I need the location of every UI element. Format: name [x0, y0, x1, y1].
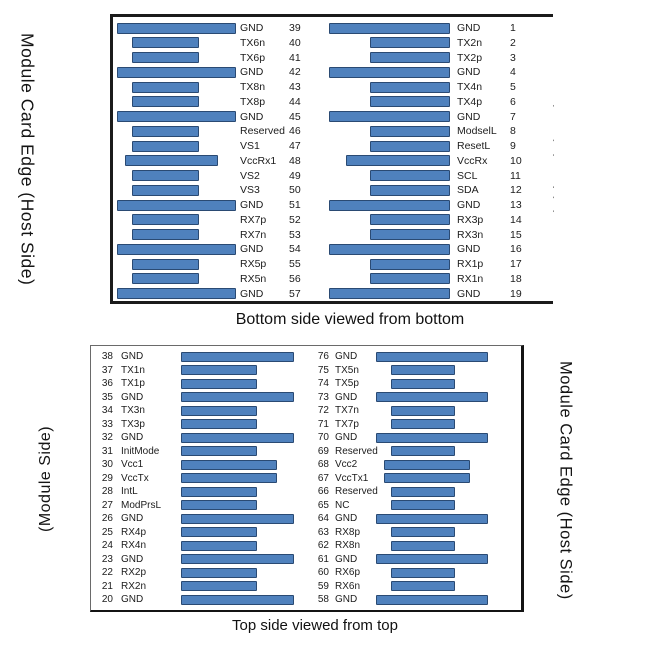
pin-number-label: 22 — [101, 567, 113, 578]
bottom-side-panel — [110, 14, 553, 304]
pin-number-label: 1 — [510, 22, 516, 34]
pin-name-label: GND — [335, 432, 358, 443]
pin-name-label: TX6p — [240, 51, 266, 64]
pin-pad-70 — [376, 433, 488, 443]
pin-pad-11 — [370, 170, 450, 181]
pin-name-label: RX2p — [121, 567, 147, 578]
pin-name-label: TX8p — [240, 95, 266, 108]
pin-number-label: 39 — [289, 22, 301, 34]
pin-number-label: 38 — [101, 351, 113, 362]
pin-number-label: 72 — [317, 405, 329, 416]
pin-number-label: 25 — [101, 526, 113, 538]
pin-name-label: Vcc1 — [121, 459, 144, 470]
pin-number-label: 55 — [289, 258, 301, 270]
pin-number-label: 20 — [101, 594, 113, 605]
pin-number-label: 61 — [317, 553, 329, 565]
pin-number-label: 9 — [510, 140, 516, 152]
pin-name-label: RX4n — [121, 540, 147, 551]
pin-name-label: VS2 — [240, 169, 260, 182]
pin-number-label: 40 — [289, 36, 301, 49]
pin-number-label: 60 — [317, 567, 329, 578]
pin-name-label: GND — [121, 351, 144, 362]
pin-number-label: 65 — [317, 499, 329, 511]
pin-pad-59 — [391, 581, 455, 591]
pin-row-68 — [91, 458, 521, 472]
pin-pad-15 — [370, 229, 450, 240]
pin-number-label: 11 — [510, 169, 521, 182]
pin-number-label: 46 — [289, 125, 301, 138]
pin-row-64 — [91, 512, 521, 526]
pin-number-label: 57 — [289, 287, 301, 300]
pin-number-label: 64 — [317, 513, 329, 524]
pin-name-label: TX1n — [121, 364, 145, 376]
pin-number-label: 28 — [101, 486, 113, 497]
pin-row-73 — [91, 391, 521, 405]
pin-name-label: SCL — [457, 169, 478, 182]
pin-row-2 — [113, 36, 553, 51]
pin-pad-10 — [346, 155, 450, 166]
pin-row-61 — [91, 553, 521, 567]
pin-row-1 — [113, 21, 553, 36]
pin-name-label: VccTx1 — [335, 472, 369, 484]
pin-number-label: 13 — [510, 199, 522, 211]
pin-row-11 — [113, 169, 553, 184]
pin-pad-13 — [329, 200, 450, 211]
pin-number-label: 51 — [289, 199, 301, 211]
pin-name-label: Vcc2 — [335, 459, 358, 470]
pin-number-label: 63 — [317, 526, 329, 538]
pin-column-76-58 — [91, 350, 521, 607]
pin-name-label: RX3n — [457, 228, 484, 241]
pin-pad-73 — [376, 392, 488, 402]
pin-row-66 — [91, 485, 521, 499]
pin-pad-7 — [329, 111, 450, 122]
pin-name-label: RX1p — [457, 258, 484, 270]
pin-name-label: GND — [121, 513, 144, 524]
pin-name-label: TX6n — [240, 36, 266, 49]
pin-row-67 — [91, 472, 521, 486]
pin-number-label: 54 — [289, 243, 301, 256]
pin-number-label: 52 — [289, 213, 301, 226]
pin-pad-62 — [391, 541, 455, 551]
pin-pad-17 — [370, 259, 450, 270]
pin-number-label: 53 — [289, 228, 301, 241]
pin-number-label: 26 — [101, 513, 113, 524]
pin-pad-74 — [391, 379, 455, 389]
pin-row-9 — [113, 139, 553, 154]
pin-pad-8 — [370, 126, 450, 137]
pin-pad-5 — [370, 82, 450, 93]
pin-name-label: RX7n — [240, 228, 267, 241]
pin-name-label: RX4p — [121, 526, 147, 538]
pin-row-74 — [91, 377, 521, 391]
pin-name-label: RX8p — [335, 526, 361, 538]
pin-name-label: RX7p — [240, 213, 267, 226]
pin-pad-63 — [391, 527, 455, 537]
pin-row-69 — [91, 445, 521, 459]
pin-pad-3 — [370, 52, 450, 63]
pin-row-71 — [91, 418, 521, 432]
pin-number-label: 8 — [510, 125, 516, 138]
pin-name-label: GND — [457, 22, 481, 34]
pin-pad-58 — [376, 595, 488, 605]
pin-number-label: 68 — [317, 459, 329, 470]
pin-row-58 — [91, 593, 521, 607]
pin-number-label: 2 — [510, 36, 516, 49]
pin-name-label: Reserved — [240, 125, 285, 138]
pin-row-65 — [91, 499, 521, 513]
pin-row-6 — [113, 95, 553, 110]
top-side-caption: Top side viewed from top — [232, 617, 398, 634]
pin-number-label: 33 — [101, 418, 113, 430]
pin-row-4 — [113, 65, 553, 80]
pin-name-label: GND — [335, 513, 358, 524]
pin-row-13 — [113, 198, 553, 213]
pin-row-70 — [91, 431, 521, 445]
pin-name-label: RX2n — [121, 580, 147, 592]
pin-name-label: GND — [240, 110, 264, 123]
pin-row-17 — [113, 257, 553, 272]
pin-name-label: RX6p — [335, 567, 361, 578]
pin-pad-61 — [376, 554, 488, 564]
pin-pad-75 — [391, 365, 455, 375]
pin-name-label: TX2n — [457, 36, 483, 49]
pin-name-label: TX1p — [121, 378, 145, 389]
pin-name-label: RX5n — [240, 272, 267, 285]
pin-number-label: 67 — [317, 472, 329, 484]
pin-number-label: 30 — [101, 459, 113, 470]
pin-column-1-19 — [113, 21, 553, 301]
pin-pad-71 — [391, 419, 455, 429]
pin-number-label: 34 — [101, 405, 113, 416]
pin-pad-67 — [384, 473, 470, 483]
pin-number-label: 50 — [289, 184, 301, 197]
pin-row-10 — [113, 154, 553, 169]
pin-number-label: 19 — [510, 287, 522, 300]
pin-number-label: 74 — [317, 378, 329, 389]
pin-number-label: 56 — [289, 272, 301, 285]
pin-number-label: 21 — [101, 580, 113, 592]
pin-name-label: TX5p — [335, 378, 359, 389]
pin-row-15 — [113, 228, 553, 243]
pin-row-60 — [91, 566, 521, 580]
pin-name-label: RX6n — [335, 580, 361, 592]
pin-number-label: 66 — [317, 486, 329, 497]
pin-pad-66 — [391, 487, 455, 497]
pin-name-label: GND — [335, 594, 358, 605]
pin-row-16 — [113, 242, 553, 257]
pin-number-label: 17 — [510, 258, 522, 270]
pin-name-label: TX8n — [240, 81, 266, 93]
pin-pad-76 — [376, 352, 488, 362]
pin-name-label: GND — [121, 553, 144, 565]
top-side-panel — [90, 345, 524, 612]
pin-row-59 — [91, 580, 521, 594]
pin-number-label: 59 — [317, 580, 329, 592]
pin-pad-64 — [376, 514, 488, 524]
pin-name-label: GND — [240, 287, 264, 300]
pin-name-label: NC — [335, 499, 350, 511]
pin-number-label: 41 — [289, 51, 301, 64]
pin-name-label: GND — [121, 594, 144, 605]
pin-number-label: 6 — [510, 95, 516, 108]
pin-number-label: 71 — [317, 418, 329, 430]
pin-row-19 — [113, 287, 553, 302]
pin-name-label: RX1n — [457, 272, 484, 285]
pin-pad-16 — [329, 244, 450, 255]
pin-name-label: TX4p — [457, 95, 483, 108]
pin-name-label: RX5p — [240, 258, 267, 270]
pin-name-label: GND — [121, 432, 144, 443]
pin-pad-60 — [391, 568, 455, 578]
pin-row-5 — [113, 80, 553, 95]
pin-pad-1 — [329, 23, 450, 34]
pin-number-label: 27 — [101, 499, 113, 511]
pin-number-label: 4 — [510, 66, 516, 79]
pin-name-label: GND — [457, 243, 481, 256]
pin-number-label: 45 — [289, 110, 301, 123]
pin-number-label: 62 — [317, 540, 329, 551]
pin-name-label: Reserved — [335, 486, 378, 497]
pin-row-18 — [113, 272, 553, 287]
pin-name-label: TX3p — [121, 418, 145, 430]
pin-number-label: 43 — [289, 81, 301, 93]
pin-name-label: IntL — [121, 486, 138, 497]
bottom-side-caption: Bottom side viewed from bottom — [235, 311, 465, 328]
pin-name-label: VccTx — [121, 472, 149, 484]
pin-pad-6 — [370, 96, 450, 107]
pin-number-label: 69 — [317, 445, 329, 457]
pin-row-8 — [113, 124, 553, 139]
pin-name-label: RX8n — [335, 540, 361, 551]
pin-row-3 — [113, 51, 553, 66]
pin-pad-12 — [370, 185, 450, 196]
pin-row-62 — [91, 539, 521, 553]
pin-number-label: 35 — [101, 391, 113, 403]
module-side-label-bottom: (Module Side) — [37, 425, 54, 532]
pin-name-label: GND — [240, 22, 264, 34]
pin-number-label: 73 — [317, 391, 329, 403]
pin-pad-9 — [370, 141, 450, 152]
pin-pad-72 — [391, 406, 455, 416]
pin-row-72 — [91, 404, 521, 418]
pin-name-label: GND — [457, 66, 481, 79]
pin-number-label: 44 — [289, 95, 301, 108]
pin-name-label: TX4n — [457, 81, 483, 93]
pin-number-label: 29 — [101, 472, 113, 484]
pin-number-label: 70 — [317, 432, 329, 443]
pin-number-label: 58 — [317, 594, 329, 605]
pin-name-label: GND — [335, 391, 358, 403]
pin-name-label: ModselL — [457, 125, 497, 138]
pin-number-label: 12 — [510, 184, 522, 197]
pin-pad-18 — [370, 273, 450, 284]
pin-number-label: 31 — [101, 445, 113, 457]
pin-name-label: GND — [457, 199, 481, 211]
pin-name-label: GND — [335, 553, 358, 565]
pin-number-label: 48 — [289, 154, 301, 167]
pin-number-label: 23 — [101, 553, 113, 565]
pin-name-label: ModPrsL — [121, 499, 162, 511]
pin-row-75 — [91, 364, 521, 378]
host-side-edge-label-top: Module Card Edge (Host Side) — [17, 32, 38, 286]
pin-name-label: GND — [240, 243, 264, 256]
pin-number-label: 18 — [510, 272, 522, 285]
pin-number-label: 5 — [510, 81, 516, 93]
pin-number-label: 32 — [101, 432, 113, 443]
pin-pad-65 — [391, 500, 455, 510]
pin-name-label: TX7p — [335, 418, 359, 430]
pin-number-label: 42 — [289, 66, 301, 79]
pin-number-label: 24 — [101, 540, 113, 551]
pin-name-label: TX5n — [335, 364, 359, 376]
pin-name-label: VccRx — [457, 154, 488, 167]
pin-name-label: GND — [457, 110, 481, 123]
pin-name-label: TX3n — [121, 405, 145, 416]
pin-pad-14 — [370, 214, 450, 225]
pin-name-label: Reserved — [335, 445, 378, 457]
pin-number-label: 14 — [510, 213, 522, 226]
pin-number-label: 3 — [510, 51, 516, 64]
pin-name-label: VccRx1 — [240, 154, 277, 167]
pin-pad-68 — [384, 460, 470, 470]
pin-number-label: 37 — [101, 364, 113, 376]
pin-row-76 — [91, 350, 521, 364]
pin-row-63 — [91, 526, 521, 540]
pin-pad-19 — [329, 288, 450, 299]
pin-pad-2 — [370, 37, 450, 48]
pin-row-7 — [113, 110, 553, 125]
pin-name-label: GND — [457, 287, 481, 300]
pin-name-label: VS3 — [240, 184, 260, 197]
pin-number-label: 10 — [510, 154, 522, 167]
pin-name-label: InitMode — [121, 445, 160, 457]
pin-number-label: 49 — [289, 169, 301, 182]
pin-number-label: 76 — [317, 351, 329, 362]
pin-name-label: SDA — [457, 184, 479, 197]
pin-name-label: VS1 — [240, 140, 260, 152]
pin-name-label: TX7n — [335, 405, 359, 416]
pin-row-14 — [113, 213, 553, 228]
pin-name-label: TX2p — [457, 51, 483, 64]
pin-name-label: ResetL — [457, 140, 491, 152]
pin-number-label: 36 — [101, 378, 113, 389]
pin-row-12 — [113, 183, 553, 198]
pin-name-label: GND — [335, 351, 358, 362]
pin-name-label: GND — [121, 391, 144, 403]
pin-pad-69 — [391, 446, 455, 456]
pin-number-label: 75 — [317, 364, 329, 376]
pin-number-label: 15 — [510, 228, 522, 241]
pin-number-label: 7 — [510, 110, 516, 123]
pin-number-label: 16 — [510, 243, 522, 256]
pin-name-label: GND — [240, 199, 264, 211]
pin-number-label: 47 — [289, 140, 301, 152]
host-side-edge-label-bottom: Module Card Edge (Host Side) — [556, 360, 575, 600]
pin-pad-4 — [329, 67, 450, 78]
pin-name-label: GND — [240, 66, 264, 79]
pin-name-label: RX3p — [457, 213, 484, 226]
